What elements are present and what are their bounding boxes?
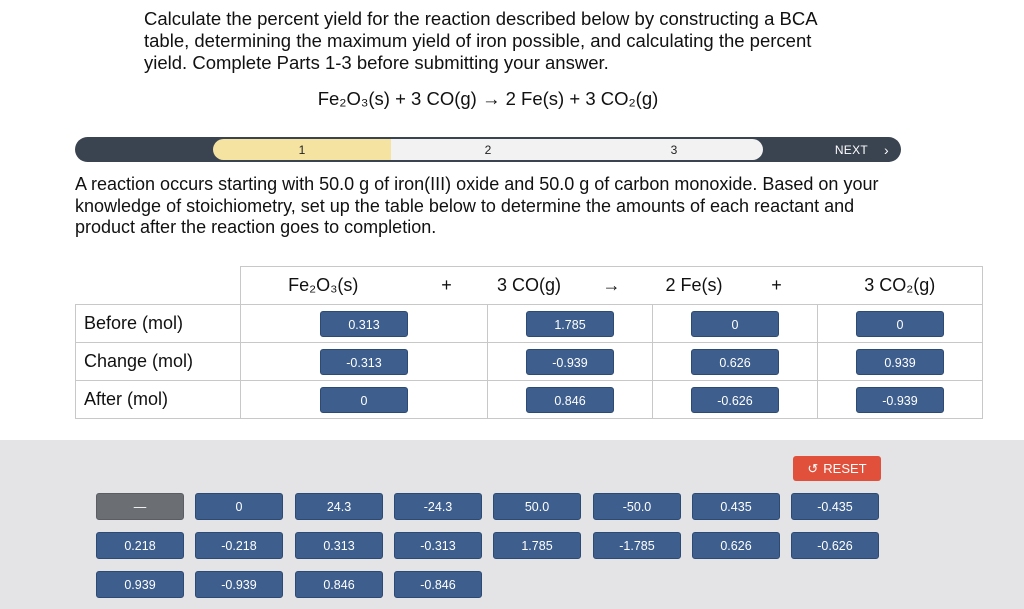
bca-cell xyxy=(241,343,488,381)
drop-slot[interactable]: -0.313 xyxy=(320,349,408,375)
row-label: After (mol) xyxy=(76,381,241,419)
reset-label: RESET xyxy=(823,461,867,476)
answer-tile[interactable]: -1.785 xyxy=(593,532,681,559)
progress-bar xyxy=(75,137,901,162)
bca-cell xyxy=(818,343,983,381)
drop-slot[interactable]: -0.626 xyxy=(691,387,779,413)
eq-plus: + xyxy=(395,88,406,109)
answer-tile[interactable]: 24.3 xyxy=(295,493,383,520)
eq-product-co2: 3 CO₂(g) xyxy=(585,88,659,109)
progress-step-1[interactable]: 1 xyxy=(213,139,391,160)
eq-reactant-co: 3 CO(g) xyxy=(411,88,477,109)
bca-cell xyxy=(818,305,983,343)
header-co: 3 CO(g) xyxy=(488,267,571,305)
eq-product-fe: 2 Fe(s) xyxy=(505,88,565,109)
drop-slot[interactable]: 0 xyxy=(320,387,408,413)
answer-tile[interactable]: -24.3 xyxy=(394,493,482,520)
drop-slot[interactable]: -0.939 xyxy=(856,387,944,413)
progress-step-3[interactable]: 3 xyxy=(585,139,763,160)
header-plus: + xyxy=(736,267,818,305)
answer-tile[interactable]: 50.0 xyxy=(493,493,581,520)
row-label: Change (mol) xyxy=(76,343,241,381)
bca-cell xyxy=(653,343,818,381)
answer-tile[interactable]: -50.0 xyxy=(593,493,681,520)
bca-cell xyxy=(653,381,818,419)
instructions-text: Calculate the percent yield for the reaction described below by constructing a BCA table, determining the maximum yield of iron possible, and calculating the percent yield. Complete Parts 1-3 before submitting your answer. xyxy=(144,8,817,73)
eq-arrow: → xyxy=(481,88,501,109)
bca-cell xyxy=(488,305,653,343)
bca-row xyxy=(76,381,983,419)
eq-reactant-fe2o3: Fe₂O₃(s) xyxy=(317,88,390,109)
drop-slot[interactable]: 0.939 xyxy=(856,349,944,375)
answer-tile[interactable]: -0.313 xyxy=(394,532,482,559)
bca-cell xyxy=(488,343,653,381)
empty-tile[interactable]: — xyxy=(96,493,184,520)
drop-slot[interactable]: -0.939 xyxy=(526,349,614,375)
answer-tile[interactable]: -0.218 xyxy=(195,532,283,559)
drop-slot[interactable]: 0 xyxy=(856,311,944,337)
bca-cell xyxy=(488,381,653,419)
drop-slot[interactable]: 0 xyxy=(691,311,779,337)
answer-tile[interactable]: 0.218 xyxy=(96,532,184,559)
bca-table xyxy=(75,266,983,419)
bca-cell xyxy=(653,305,818,343)
bca-header-row xyxy=(76,267,983,305)
bca-row xyxy=(76,305,983,343)
scenario-text: A reaction occurs starting with 50.0 g of iron(III) oxide and 50.0 g of carbon monoxide. Based on your knowledge of stoichiometry, set up the table below to determine the amounts of each reactant and product after the reaction goes to completion. xyxy=(75,174,879,237)
answer-tile[interactable]: 0.846 xyxy=(295,571,383,598)
reaction-equation xyxy=(0,88,976,110)
header-fe: 2 Fe(s) xyxy=(653,267,736,305)
answer-tile[interactable]: 0.939 xyxy=(96,571,184,598)
answer-tile[interactable]: 0.626 xyxy=(692,532,780,559)
bca-cell xyxy=(818,381,983,419)
chevron-right-icon: › xyxy=(884,141,889,158)
drop-slot[interactable]: 0.846 xyxy=(526,387,614,413)
drop-slot[interactable]: 0.626 xyxy=(691,349,779,375)
reset-button[interactable] xyxy=(793,456,881,481)
answer-tile[interactable]: 0.435 xyxy=(692,493,780,520)
header-plus: + xyxy=(406,267,488,305)
progress-step-2[interactable]: 2 xyxy=(391,139,585,160)
answer-tile[interactable]: -0.939 xyxy=(195,571,283,598)
next-label: NEXT xyxy=(834,142,869,157)
answer-tile[interactable]: 1.785 xyxy=(493,532,581,559)
eq-plus: + xyxy=(569,88,581,109)
bca-cell xyxy=(241,381,488,419)
header-fe2o3: Fe₂O₃(s) xyxy=(241,267,406,305)
answer-tile[interactable]: -0.846 xyxy=(394,571,482,598)
answer-tile[interactable]: -0.626 xyxy=(791,532,879,559)
answer-tile[interactable]: 0 xyxy=(195,493,283,520)
next-button[interactable] xyxy=(835,137,889,162)
drop-slot[interactable]: 0.313 xyxy=(320,311,408,337)
row-label: Before (mol) xyxy=(76,305,241,343)
answer-tile[interactable]: 0.313 xyxy=(295,532,383,559)
bca-row xyxy=(76,343,983,381)
drop-slot[interactable]: 1.785 xyxy=(526,311,614,337)
answer-tile[interactable]: -0.435 xyxy=(791,493,879,520)
header-co2: 3 CO₂(g) xyxy=(818,267,983,305)
bca-cell xyxy=(241,305,488,343)
header-arrow: → xyxy=(571,267,653,305)
undo-icon: ↺ xyxy=(807,460,819,476)
